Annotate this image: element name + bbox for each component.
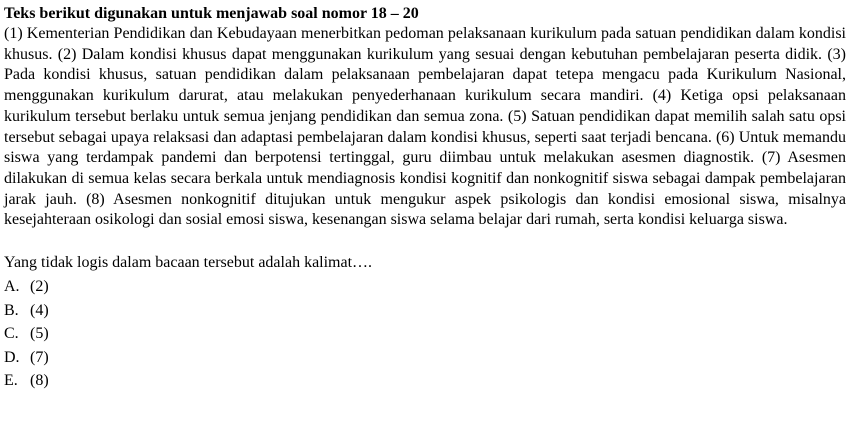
option-text: (5) <box>30 325 49 343</box>
option-text: (2) <box>30 278 49 296</box>
answer-options <box>4 275 846 393</box>
option-letter: D. <box>4 348 20 366</box>
option-e[interactable] <box>4 369 846 393</box>
reading-passage: (1) Kementerian Pendidikan dan Kebudayaan menerbitkan pedoman pelaksanaan kurikulum pada satuan pendidikan dalam kondisi khusus. (2) Dalam kondisi khusus dapat menggunakan kurikulum yang sesuai dengan kebutuhan pembelajaran peserta didik. (3) Pada kondisi khusus, satuan pendidikan dalam pelaksanaan pembelajaran dapat tetepa mengacu pada Kurikulum Nasional, menggunakan kurikulum darurat, atau melakukan penyederhanaan kurikulum secara mandiri. (4) Ketiga opsi pelaksanaan kurikulum tersebut berlaku untuk semua jenjang pendidikan dan semua zona. (5) Satuan pendidikan dapat memilih salah satu opsi tersebut sebagai upaya relaksasi dan adaptasi pembelajaran dalam kondisi khusus, seperti saat terjadi bencana. (6) Untuk memandu siswa yang terdampak pandemi dan berpotensi tertinggal, guru diimbau untuk melakukan asesmen diagnostik. (7) Asesmen dilakukan di semua kelas secara berkala untuk mendiagnosis kondisi kognitif dan nonkognitif siswa sebagai dampak pembelajaran jarak jauh. (8) Asesmen nonkognitif ditujukan untuk mengukur aspek psikologis dan kondisi emosional siswa, misalnya kesejahteraan osikologi dan sosial emosi siswa, kesenangan siswa selama belajar dari rumah, serta kondisi keluarga siswa. <box>4 25 846 229</box>
option-letter: E. <box>4 372 18 390</box>
option-a[interactable] <box>4 275 846 299</box>
option-text: (7) <box>30 348 49 366</box>
document-page <box>4 4 846 393</box>
option-c[interactable] <box>4 322 846 346</box>
passage-heading: Teks berikut digunakan untuk menjawab soal nomor 18 – 20 <box>4 5 419 22</box>
option-d[interactable] <box>4 346 846 370</box>
question-text: Yang tidak logis dalam bacaan tersebut adalah kalimat…. <box>4 254 373 272</box>
option-text: (4) <box>30 301 49 319</box>
option-letter: A. <box>4 278 20 296</box>
option-letter: C. <box>4 325 19 343</box>
option-text: (8) <box>30 372 49 390</box>
option-b[interactable] <box>4 299 846 323</box>
option-letter: B. <box>4 301 19 319</box>
